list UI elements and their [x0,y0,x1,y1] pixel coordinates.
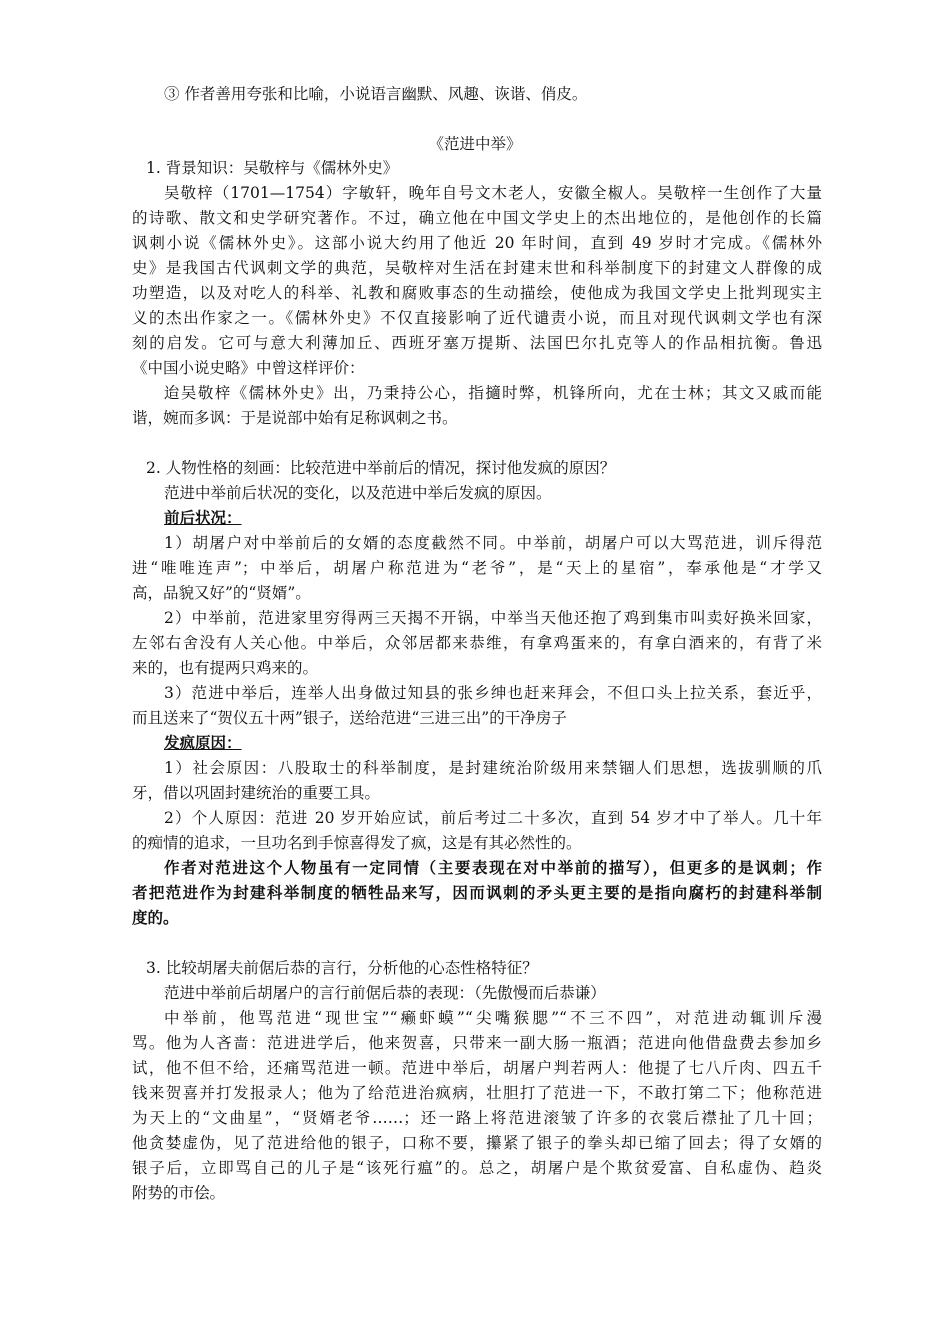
text-line: 而且送来了“贺仪五十两”银子，送给范进“三进三出”的干净房子 [132,709,567,727]
text-line: 史》是我国古代讽刺文学的典范，吴敬梓对生活在封建末世和科举制度下的封建文人群像的成 [132,259,822,277]
text-line: 银子后，立即骂自己的儿子是“该死行瘟”的。总之，胡屠户是个欺贫爱富、自私虚伪、趋炎 [132,1159,822,1177]
text-line: 讽刺小说《儒林外史》。这部小说大约用了他近 20 年时间，直到 49 岁时才完成。《儒林外 [132,234,822,252]
text-line: 他贪婪虚伪，见了范进给他的银子，口称不要，攥紧了银子的拳头却已缩了回去；得了女婿的 [132,1134,822,1152]
text-line: 范进中举前后状况的变化，以及范进中举后发疯的原因。 [164,484,552,502]
emphasis-line: 度的。 [132,908,179,927]
heading: 1. 背景知识：吴敬梓与《儒林外史》 [146,159,399,177]
text-line: 范进中举前后胡屠户的言行前倨后恭的表现：（先傲慢而后恭谦） [164,984,606,1002]
text-line: 2）个人原因：范进 20 岁开始应试，前后考过二十多次，直到 54 岁才中了举人。几十年 [164,809,822,827]
text-line: 中举前，他骂范进“现世宝”“癞虾蟆”“尖嘴猴腮”“不三不四”，对范进动辄训斥漫 [164,1009,822,1027]
section-title: 《范进中举》 [428,135,522,153]
heading: 3. 比较胡屠夫前倨后恭的言行，分析他的心态性格特征？ [146,959,538,977]
text-line: 试，他不但不给，还痛骂范进一顿。范进中举后，胡屠户判若两人：他提了七八斤肉、四五千 [132,1059,822,1077]
text-line: 1）胡屠户对中举前后的女婿的态度截然不同。中举前，胡屠户可以大骂范进，训斥得范 [164,534,822,552]
text-line: 刻的启发。它可与意大利薄加丘、西班牙塞万提斯、法国巴尔扎克等人的作品相抗衡。鲁迅 [132,334,822,352]
quote-line: 迨吴敬梓《儒林外史》出，乃秉持公心，指擿时弊，机锋所向，尤在士林；其文又戚而能 [164,384,822,402]
text-line: 进“唯唯连声”；中举后，胡屠户称范进为“老爷”，是“天上的星宿”，奉承他是“才学又 [132,559,822,577]
subheading: 前后状况： [164,508,242,527]
text-line: 牙，借以巩固封建统治的重要工具。 [132,784,381,802]
quote-line: 谐，婉而多讽：于是说部中始有足称讽刺之书。 [132,409,458,427]
text-line: 的痴情的追求，一旦功名到手惊喜得发了疯，这是有其必然性的。 [132,834,582,852]
text-line: 1）社会原因：八股取士的科举制度，是封建统治阶级用来禁锢人们思想，选拔驯顺的爪 [164,759,822,777]
text-line: 左邻右舍没有人关心他。中举后，众邻居都来恭维，有拿鸡蛋来的，有拿白酒来的，有背了米 [132,634,822,652]
text-line: 钱来贺喜并打发报录人；他为了给范进治疯病，壮胆打了范进一下，不敢打第二下；他称范进 [132,1084,822,1102]
text-line: 吴敬梓（1701—1754）字敏轩，晚年自号文木老人，安徽全椒人。吴敬梓一生创作了大量 [164,184,822,202]
text-line: 骂。他为人吝啬：范进进学后，他来贺喜，只带来一副大肠一瓶酒；范进向他借盘费去参加乡 [132,1034,822,1052]
text-line: 的诗歌、散文和史学研究著作。不过，确立他在中国文学史上的杰出地位的，是他创作的长篇 [132,209,822,227]
emphasis-line: 者把范进作为封建科举制度的牺牲品来写，因而讽刺的矛头更主要的是指向腐朽的封建科举制 [132,883,822,902]
emphasis-line: 作者对范进这个人物虽有一定同情（主要表现在对中举前的描写），但更多的是讽刺；作 [164,858,822,877]
text-line: 义的杰出作家之一。《儒林外史》不仅直接影响了近代谴责小说，而且对现代讽刺文学也有深 [132,309,822,327]
text-line: 《中国小说史略》中曾这样评价： [132,359,365,377]
text-line: 高，品貌又好”的“贤婿”。 [132,584,311,602]
text-line: ③ 作者善用夸张和比喻，小说语言幽默、风趣、诙谐、俏皮。 [164,85,588,103]
text-line: 2）中举前，范进家里穷得两三天揭不开锅，中举当天他还抱了鸡到集市叫卖好换米回家， [164,609,822,627]
text-line: 附势的市侩。 [132,1184,226,1202]
text-line: 功塑造，以及对吃人的科举、礼教和腐败事态的生动描绘，使他成为我国文学史上批判现实主 [132,284,822,302]
heading: 2. 人物性格的刻画：比较范进中举前后的情况，探讨他发疯的原因？ [146,459,616,477]
subheading: 发疯原因： [164,733,242,752]
text-line: 来的，也有提两只鸡来的。 [132,659,319,677]
text-line: 为天上的“文曲星”，“贤婿老爷……；还一路上将范进滚皱了许多的衣裳后襟扯了几十回； [132,1109,822,1127]
text-line: 3）范进中举后，连举人出身做过知县的张乡绅也赶来拜会，不但口头上拉关系，套近乎， [164,684,822,702]
